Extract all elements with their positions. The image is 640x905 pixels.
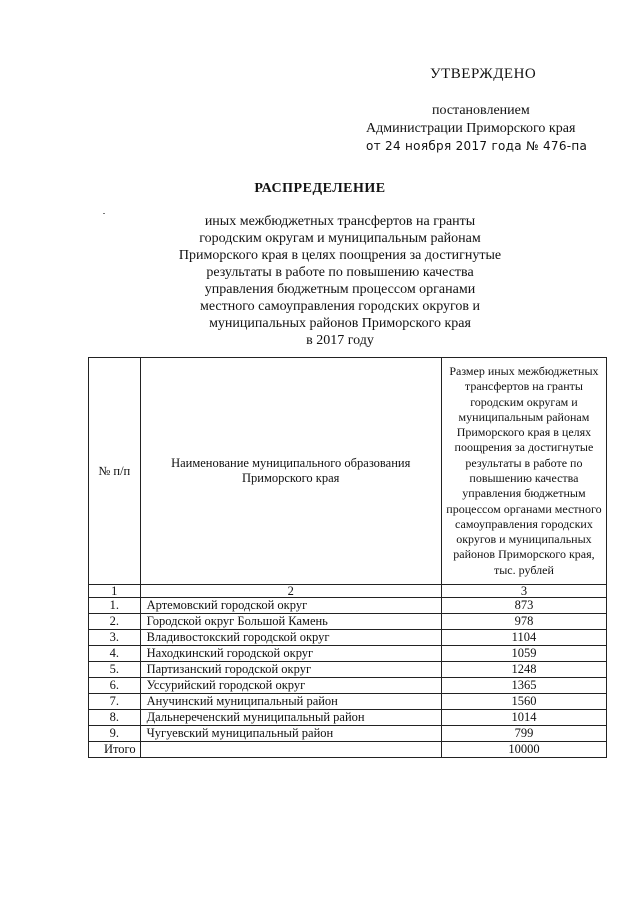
- row-number: 3.: [89, 630, 141, 646]
- grant-amount: 873: [441, 598, 606, 614]
- municipality-name: Чугуевский муниципальный район: [140, 726, 441, 742]
- grant-amount: 1104: [441, 630, 606, 646]
- grant-amount: 1059: [441, 646, 606, 662]
- row-number: 5.: [89, 662, 141, 678]
- municipality-name: Партизанский городской округ: [140, 662, 441, 678]
- table-row: [89, 694, 607, 710]
- subtitle-line: управления бюджетным процессом органами: [204, 282, 476, 297]
- table-row: [89, 598, 607, 614]
- subtitle-line: местного самоуправления городских округов и: [199, 299, 481, 314]
- municipality-name: Владивостокский городской округ: [140, 630, 441, 646]
- grant-amount: 1248: [441, 662, 606, 678]
- total-amount: 10000: [441, 742, 606, 758]
- subtitle-line: иных межбюджетных трансфертов на гранты: [204, 214, 476, 229]
- table-row: [89, 726, 607, 742]
- subtitle-line: в 2017 году: [306, 333, 374, 348]
- header-value: Размер иных межбюджетных трансфертов на гранты городским округам и муниципальным районам Приморского края в целях поощрения за достигнутые результаты в работе по повышению качества управления бюджетным процессом органами местного самоуправления городских округов и муниципальных районов Приморского края, тыс. рублей: [441, 358, 606, 585]
- table-row: [89, 614, 607, 630]
- grant-amount: 1014: [441, 710, 606, 726]
- table-total-row: [89, 742, 607, 758]
- approved-stamp: УТВЕРЖДЕНО: [430, 66, 537, 82]
- row-number: 2.: [89, 614, 141, 630]
- grant-amount: 799: [441, 726, 606, 742]
- table-row: [89, 678, 607, 694]
- column-index: 3: [441, 585, 606, 598]
- column-index-row: [89, 585, 607, 598]
- municipality-name: Уссурийский городской округ: [140, 678, 441, 694]
- header-num: № п/п: [89, 358, 141, 585]
- table-row: [89, 630, 607, 646]
- decree-line: постановлением: [432, 103, 530, 118]
- subtitle-line: городским округам и муниципальным районам: [199, 231, 481, 246]
- table-row: [89, 646, 607, 662]
- total-empty-cell: [140, 742, 441, 758]
- municipality-name: Находкинский городской округ: [140, 646, 441, 662]
- grant-amount: 1365: [441, 678, 606, 694]
- row-number: 4.: [89, 646, 141, 662]
- row-number: 8.: [89, 710, 141, 726]
- column-index: 1: [89, 585, 141, 598]
- column-index: 2: [140, 585, 441, 598]
- row-number: 1.: [89, 598, 141, 614]
- row-number: 7.: [89, 694, 141, 710]
- row-number: 6.: [89, 678, 141, 694]
- grant-amount: 1560: [441, 694, 606, 710]
- municipality-name: Артемовский городской округ: [140, 598, 441, 614]
- decree-date-line: от 24 ноября 2017 года № 476-па: [366, 139, 588, 153]
- municipality-name: Анучинский муниципальный район: [140, 694, 441, 710]
- subtitle-line: результаты в работе по повышению качества: [206, 265, 474, 280]
- row-number: 9.: [89, 726, 141, 742]
- grant-amount: 978: [441, 614, 606, 630]
- document-subtitle: [150, 213, 530, 349]
- total-label: Итого: [89, 742, 141, 758]
- municipality-name: Городской округ Большой Камень: [140, 614, 441, 630]
- subtitle-line: муниципальных районов Приморского края: [209, 316, 471, 331]
- table-row: [89, 710, 607, 726]
- table-header-row: [89, 358, 607, 585]
- municipality-name: Дальнереченский муниципальный район: [140, 710, 441, 726]
- subtitle-line: Приморского края в целях поощрения за достигнутые: [178, 248, 502, 263]
- distribution-table: [88, 357, 607, 758]
- document-title: РАСПРЕДЕЛЕНИЕ: [254, 181, 386, 196]
- decree-line: Администрации Приморского края: [366, 121, 576, 136]
- table-row: [89, 662, 607, 678]
- header-name: Наименование муниципального образования Приморского края: [140, 358, 441, 585]
- scan-speck: [103, 213, 105, 214]
